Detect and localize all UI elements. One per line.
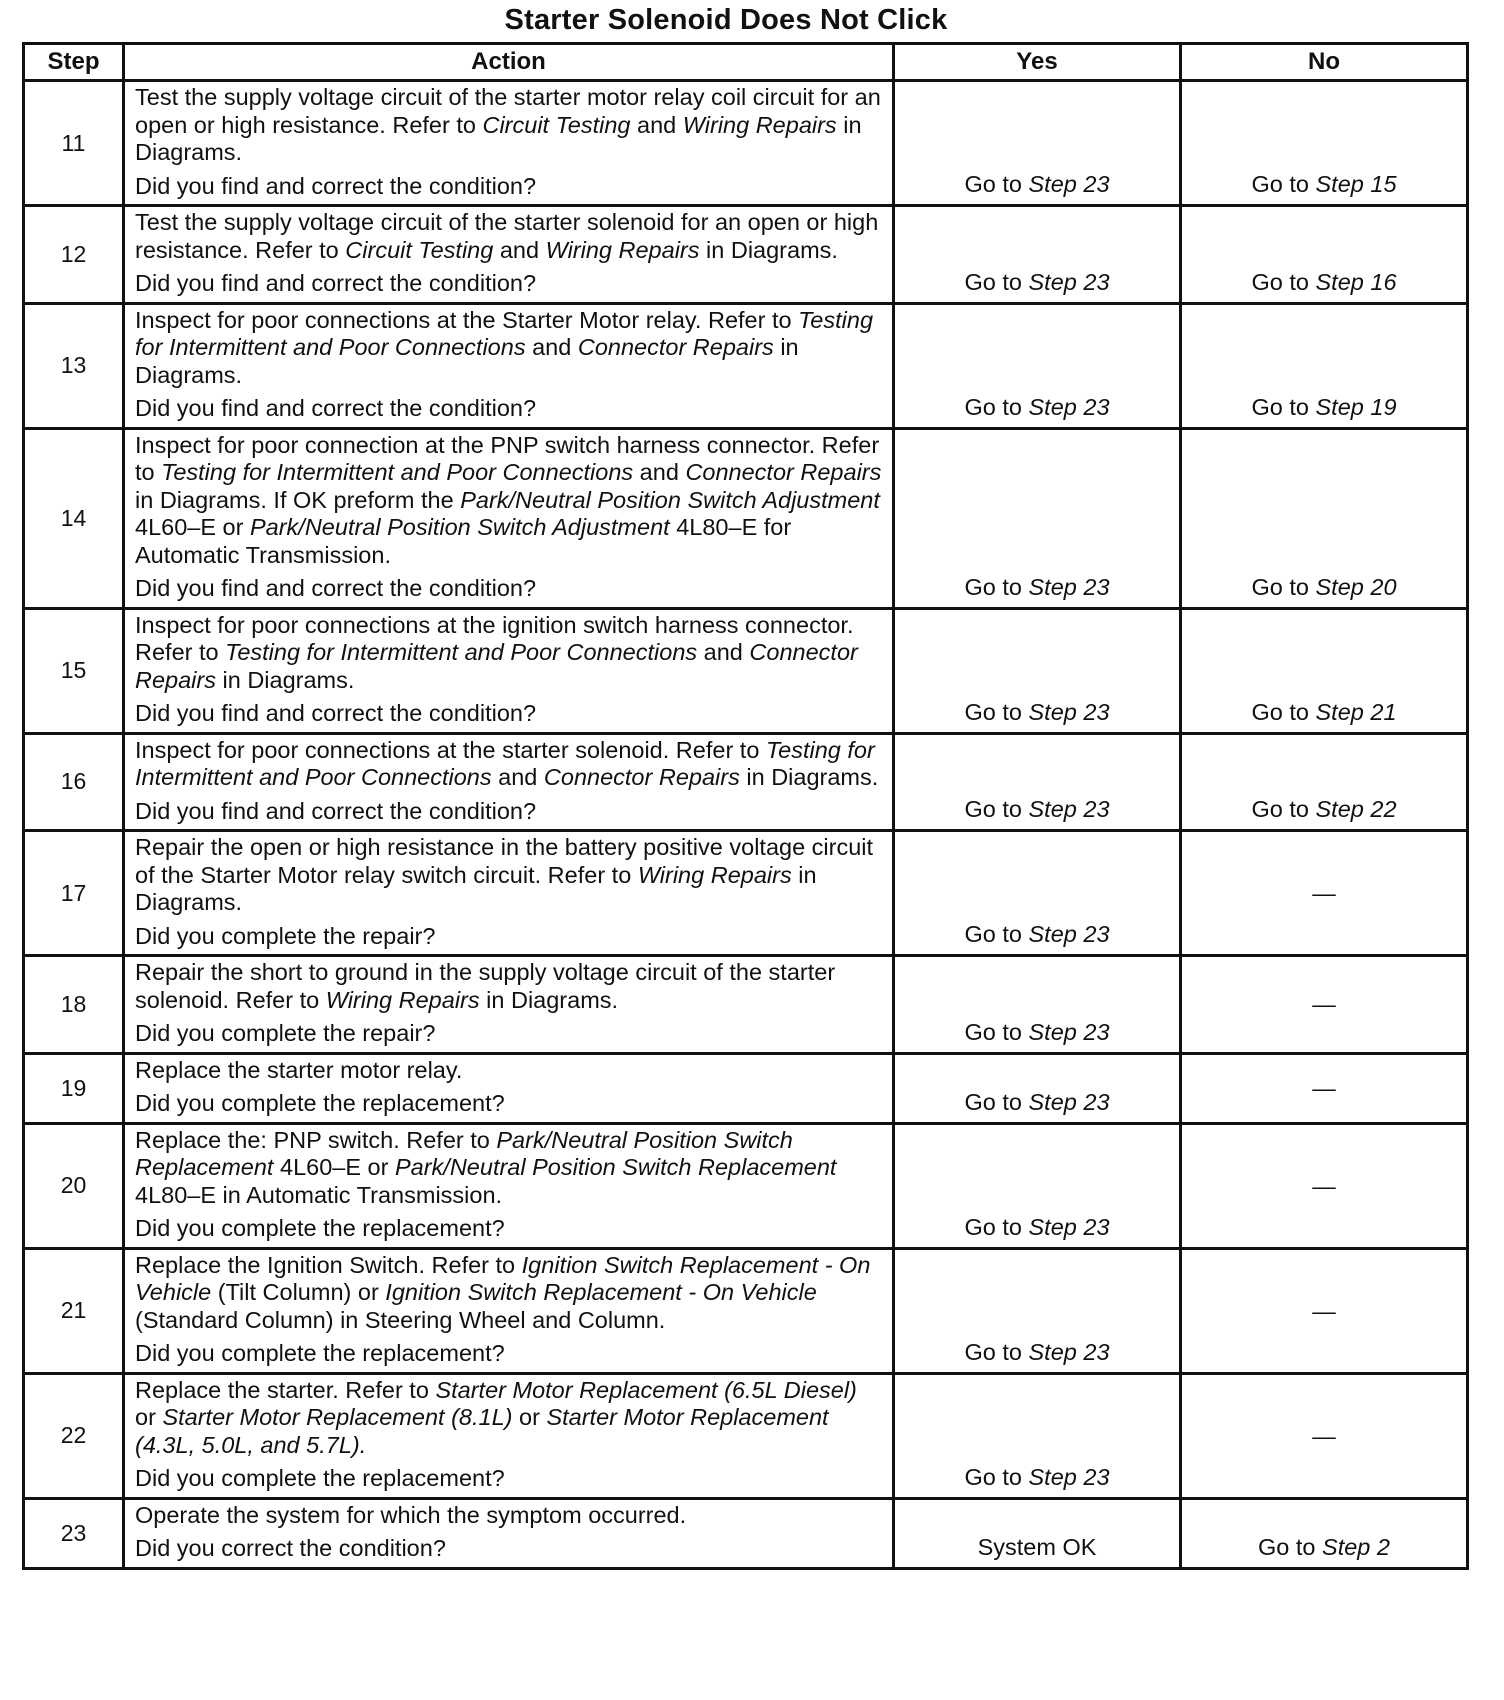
- yes-step-link: Step 23: [1028, 1338, 1110, 1365]
- no-text: —: [1312, 1297, 1336, 1324]
- yes-cell: [894, 428, 1181, 608]
- yes-cell: [894, 1053, 1181, 1123]
- header-no: No: [1181, 44, 1468, 81]
- no-prefix: Go to: [1251, 698, 1309, 725]
- yes-cell: [894, 81, 1181, 206]
- table-row: [24, 428, 1468, 608]
- reference-title: Ignition Switch Replacement - On Vehicle: [385, 1279, 817, 1305]
- action-question: Did you complete the replacement?: [135, 1215, 505, 1241]
- reference-title: Testing for Intermittent and Poor Connections: [135, 736, 875, 790]
- reference-title: Testing for Intermittent and Poor Connections: [161, 459, 634, 485]
- no-prefix: Go to: [1258, 1533, 1316, 1560]
- header-action: Action: [124, 44, 894, 81]
- reference-title: Park/Neutral Position Switch Adjustment: [460, 486, 880, 513]
- action-instruction: Repair the short to ground in the supply voltage circuit of the starter solenoid. Refer to Wiring Repairs in Diagrams.: [135, 959, 836, 1013]
- action-cell: [124, 608, 894, 733]
- table-row: [24, 1053, 1468, 1123]
- action-question: Did you complete the repair?: [135, 922, 436, 949]
- no-prefix: Go to: [1251, 171, 1309, 197]
- no-cell: [1181, 303, 1468, 428]
- yes-cell: [894, 733, 1181, 831]
- no-step-link: Step 19: [1315, 393, 1397, 420]
- step-number: 20: [24, 1123, 124, 1248]
- action-cell: [124, 1123, 894, 1248]
- yes-cell: [894, 831, 1181, 956]
- yes-prefix: Go to: [964, 796, 1022, 822]
- yes-step-link: Step 23: [1028, 1463, 1110, 1490]
- reference-title: Testing for Intermittent and Poor Connections: [225, 639, 698, 665]
- header-yes: Yes: [894, 44, 1181, 81]
- action-instruction: Replace the starter motor relay.: [135, 1056, 463, 1083]
- yes-cell: [894, 608, 1181, 733]
- no-cell: [1181, 956, 1468, 1054]
- no-cell: [1181, 1053, 1468, 1123]
- no-cell: [1181, 608, 1468, 733]
- no-text: —: [1312, 1422, 1336, 1449]
- action-cell: [124, 81, 894, 206]
- step-number: 18: [24, 956, 124, 1054]
- action-instruction: Operate the system for which the symptom occurred.: [135, 1501, 687, 1528]
- action-cell: [124, 956, 894, 1054]
- reference-title: Connector Repairs: [577, 334, 774, 360]
- action-question: Did you find and correct the condition?: [135, 797, 537, 824]
- step-number: 12: [24, 206, 124, 304]
- no-cell: [1181, 1373, 1468, 1498]
- reference-title: Starter Motor Replacement (8.1L): [162, 1404, 513, 1430]
- yes-prefix: Go to: [964, 1338, 1022, 1365]
- reference-title: Circuit Testing: [482, 111, 631, 138]
- action-cell: [124, 1053, 894, 1123]
- action-instruction: Inspect for poor connections at the starter solenoid. Refer to Testing for Intermittent and Poor Connections and Connector Repairs in Diagrams.: [135, 736, 879, 790]
- no-prefix: Go to: [1251, 268, 1309, 295]
- table-row: [24, 608, 1468, 733]
- yes-step-link: Step 23: [1028, 573, 1110, 600]
- yes-prefix: Go to: [964, 268, 1022, 295]
- action-instruction: Inspect for poor connections at the Starter Motor relay. Refer to Testing for Intermittent and Poor Connections and Connector Repairs in Diagrams.: [135, 306, 874, 388]
- yes-prefix: Go to: [964, 171, 1022, 197]
- action-cell: [124, 733, 894, 831]
- action-instruction: Replace the: PNP switch. Refer to Park/Neutral Position Switch Replacement 4L60–E or Park/Neutral Position Switch Replacement 4L80–E in Automatic Transmission.: [135, 1126, 837, 1208]
- reference-title: Testing for Intermittent and Poor Connections: [135, 306, 874, 360]
- reference-title: Wiring Repairs: [325, 986, 480, 1013]
- yes-cell: [894, 303, 1181, 428]
- no-cell: [1181, 428, 1468, 608]
- yes-step-link: Step 23: [1028, 1088, 1110, 1115]
- yes-prefix: Go to: [964, 1088, 1022, 1115]
- reference-title: Starter Motor Replacement (4.3L, 5.0L, and 5.7L).: [135, 1404, 829, 1458]
- action-cell: [124, 831, 894, 956]
- action-instruction: Test the supply voltage circuit of the starter solenoid for an open or high resistance. Refer to Circuit Testing and Wiring Repairs in Diagrams.: [135, 209, 879, 263]
- table-row: [24, 1498, 1468, 1568]
- no-step-link: Step 22: [1315, 796, 1397, 822]
- table-row: [24, 1373, 1468, 1498]
- yes-prefix: Go to: [964, 573, 1022, 600]
- yes-prefix: Go to: [964, 921, 1022, 947]
- yes-cell: [894, 1373, 1181, 1498]
- action-question: Did you find and correct the condition?: [135, 270, 537, 296]
- table-row: [24, 1123, 1468, 1248]
- action-cell: [124, 1373, 894, 1498]
- action-cell: [124, 428, 894, 608]
- diagnostic-table: [22, 42, 1469, 1570]
- yes-cell: [894, 1498, 1181, 1568]
- no-step-link: Step 21: [1315, 698, 1397, 725]
- reference-title: Park/Neutral Position Switch Adjustment: [249, 514, 670, 540]
- action-question: Did you correct the condition?: [135, 1535, 446, 1561]
- reference-title: Park/Neutral Position Switch Replacement: [135, 1126, 793, 1180]
- no-text: —: [1312, 991, 1336, 1018]
- action-instruction: Test the supply voltage circuit of the starter motor relay coil circuit for an open or high resistance. Refer to Circuit Testing and Wiring Repairs in Diagrams.: [135, 84, 881, 165]
- no-prefix: Go to: [1251, 393, 1309, 420]
- no-step-link: Step 16: [1315, 268, 1397, 295]
- step-number: 16: [24, 733, 124, 831]
- yes-prefix: Go to: [964, 1018, 1022, 1045]
- yes-step-link: Step 23: [1028, 921, 1110, 947]
- reference-title: Ignition Switch Replacement - On Vehicle: [135, 1251, 871, 1305]
- yes-step-link: Step 23: [1028, 1213, 1110, 1240]
- no-text: —: [1312, 1172, 1336, 1199]
- reference-title: Starter Motor Replacement (6.5L Diesel): [435, 1376, 857, 1403]
- action-instruction: Inspect for poor connections at the ignition switch harness connector. Refer to Testing for Intermittent and Poor Connections and Connector Repairs in Diagrams.: [135, 611, 858, 693]
- action-cell: [124, 1498, 894, 1568]
- yes-prefix: Go to: [964, 698, 1022, 725]
- table-row: [24, 206, 1468, 304]
- yes-cell: [894, 956, 1181, 1054]
- no-step-link: Step 15: [1315, 171, 1397, 197]
- reference-title: Connector Repairs: [135, 639, 858, 693]
- reference-title: Circuit Testing: [345, 236, 494, 263]
- yes-cell: [894, 1248, 1181, 1373]
- no-cell: [1181, 206, 1468, 304]
- yes-step-link: Step 23: [1028, 796, 1110, 822]
- step-number: 19: [24, 1053, 124, 1123]
- step-number: 23: [24, 1498, 124, 1568]
- yes-step-link: Step 23: [1028, 171, 1110, 197]
- yes-cell: [894, 1123, 1181, 1248]
- step-number: 11: [24, 81, 124, 206]
- no-prefix: Go to: [1251, 796, 1309, 822]
- yes-prefix: Go to: [964, 1463, 1022, 1490]
- action-question: Did you find and correct the condition?: [135, 575, 537, 601]
- action-question: Did you find and correct the condition?: [135, 395, 537, 421]
- action-instruction: Repair the open or high resistance in the battery positive voltage circuit of the Starter Motor relay switch circuit. Refer to Wiring Repairs in Diagrams.: [135, 834, 874, 915]
- reference-title: Wiring Repairs: [637, 861, 792, 888]
- reference-title: Wiring Repairs: [545, 236, 700, 263]
- action-question: Did you complete the repair?: [135, 1020, 436, 1046]
- reference-title: Wiring Repairs: [682, 111, 837, 138]
- reference-title: Connector Repairs: [685, 459, 882, 485]
- yes-step-link: Step 23: [1028, 698, 1110, 725]
- action-question: Did you complete the replacement?: [135, 1090, 505, 1116]
- no-cell: [1181, 81, 1468, 206]
- page-title: Starter Solenoid Does Not Click: [504, 4, 948, 36]
- table-row: [24, 81, 1468, 206]
- step-number: 13: [24, 303, 124, 428]
- reference-title: Connector Repairs: [543, 764, 740, 790]
- yes-step-link: Step 23: [1028, 1018, 1110, 1045]
- yes-text: System OK: [977, 1533, 1097, 1560]
- no-step-link: Step 20: [1315, 573, 1397, 600]
- no-cell: [1181, 831, 1468, 956]
- action-instruction: Replace the Ignition Switch. Refer to Ignition Switch Replacement - On Vehicle (Tilt Column) or Ignition Switch Replacement - On Vehicle (Standard Column) in Steering Wheel and Column.: [135, 1251, 871, 1333]
- no-cell: [1181, 1248, 1468, 1373]
- no-cell: [1181, 1123, 1468, 1248]
- table-row: [24, 1248, 1468, 1373]
- action-instruction: Replace the starter. Refer to Starter Motor Replacement (6.5L Diesel) or Starter Motor Replacement (8.1L) or Starter Motor Replacement (4.3L, 5.0L, and 5.7L).: [135, 1376, 857, 1458]
- no-cell: [1181, 1498, 1468, 1568]
- table-row: [24, 956, 1468, 1054]
- no-cell: [1181, 733, 1468, 831]
- step-number: 17: [24, 831, 124, 956]
- action-question: Did you complete the replacement?: [135, 1465, 505, 1491]
- step-number: 15: [24, 608, 124, 733]
- table-row: [24, 831, 1468, 956]
- yes-cell: [894, 206, 1181, 304]
- table-row: [24, 733, 1468, 831]
- no-step-link: Step 2: [1322, 1533, 1390, 1560]
- action-cell: [124, 303, 894, 428]
- table-row: [24, 303, 1468, 428]
- action-question: Did you complete the replacement?: [135, 1340, 505, 1366]
- yes-prefix: Go to: [964, 393, 1022, 420]
- reference-title: Park/Neutral Position Switch Replacement: [394, 1154, 837, 1180]
- action-cell: [124, 206, 894, 304]
- action-instruction: Inspect for poor connection at the PNP switch harness connector. Refer to Testing for Intermittent and Poor Connections and Connector Repairs in Diagrams. If OK preform the Park/Neutral Position Switch Adjustment 4L60–E or Park/Neutral Position Switch Adjustment 4L80–E for Automatic Transmission.: [135, 431, 882, 568]
- step-number: 21: [24, 1248, 124, 1373]
- header-row: [24, 44, 1468, 81]
- action-cell: [124, 1248, 894, 1373]
- yes-step-link: Step 23: [1028, 268, 1110, 295]
- action-question: Did you find and correct the condition?: [135, 172, 537, 199]
- no-prefix: Go to: [1251, 573, 1309, 600]
- table-body: [24, 81, 1468, 1569]
- yes-step-link: Step 23: [1028, 393, 1110, 420]
- no-text: —: [1312, 880, 1336, 906]
- no-text: —: [1312, 1075, 1336, 1101]
- action-question: Did you find and correct the condition?: [135, 700, 537, 726]
- header-step: Step: [24, 44, 124, 81]
- yes-prefix: Go to: [964, 1213, 1022, 1240]
- step-number: 22: [24, 1373, 124, 1498]
- step-number: 14: [24, 428, 124, 608]
